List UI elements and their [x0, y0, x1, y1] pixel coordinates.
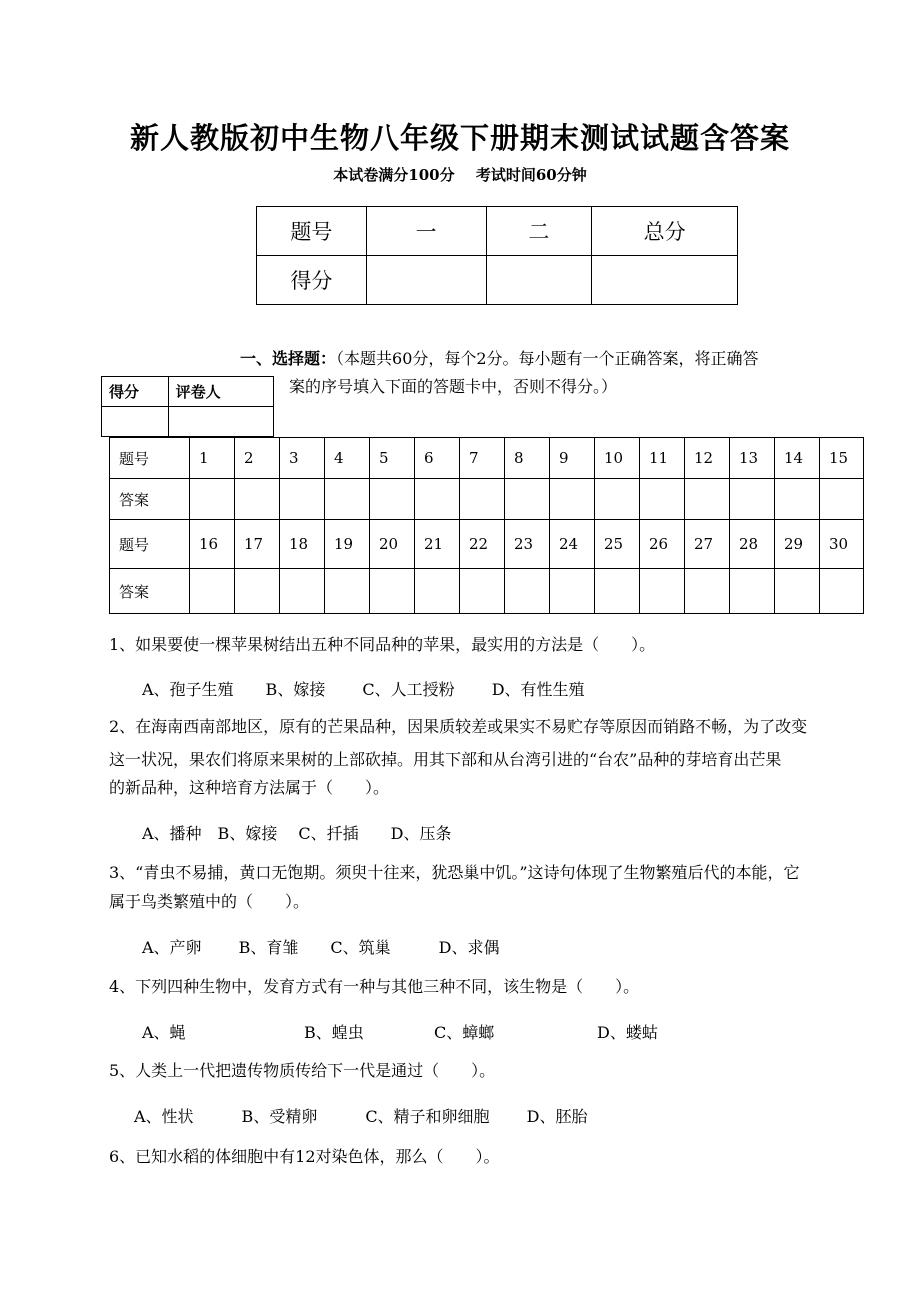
question-number: 30 [820, 520, 864, 569]
question-4-option-b: B、蝗虫 [304, 1023, 364, 1042]
answer-cell[interactable] [640, 569, 685, 614]
answer-cell[interactable] [235, 479, 280, 520]
answer-cell[interactable] [775, 569, 820, 614]
answer-cell[interactable] [505, 479, 550, 520]
score-row-label: 得分 [257, 256, 367, 305]
question-number: 11 [640, 438, 685, 479]
answer-cell[interactable] [550, 569, 595, 614]
num-label-cell: 题号 [110, 520, 190, 569]
answer-cell[interactable] [595, 569, 640, 614]
score-header-cell: 题号 [257, 207, 367, 256]
question-5-stem: 5、人类上一代把遗传物质传给下一代是通过（ ）。 [109, 1061, 496, 1080]
answer-cell[interactable] [595, 479, 640, 520]
num-label-cell: 题号 [110, 438, 190, 479]
answer-cell[interactable] [280, 479, 325, 520]
question-number: 4 [325, 438, 370, 479]
question-4-option-c: C、蟑螂 [434, 1023, 495, 1042]
question-number: 24 [550, 520, 595, 569]
question-number: 20 [370, 520, 415, 569]
question-number: 6 [415, 438, 460, 479]
answer-cell[interactable] [820, 479, 864, 520]
score-header-cell: 总分 [592, 207, 738, 256]
answer-number-row [110, 520, 864, 569]
question-2-line2: 这一状况，果农们将原来果树的上部砍掉。用其下部和从台湾引进的“台农”品种的芽培育出芒果 [109, 750, 782, 769]
question-number: 21 [415, 520, 460, 569]
answer-cell[interactable] [415, 569, 460, 614]
question-3-options: A、产卵 B、育雏 C、筑巢 D、求偶 [142, 938, 500, 957]
answer-cell[interactable] [550, 479, 595, 520]
question-number: 22 [460, 520, 505, 569]
ans-label-cell: 答案 [110, 569, 190, 614]
answer-cell[interactable] [775, 479, 820, 520]
answer-cell[interactable] [325, 479, 370, 520]
question-number: 8 [505, 438, 550, 479]
answer-cell[interactable] [460, 569, 505, 614]
question-number: 10 [595, 438, 640, 479]
question-number: 14 [775, 438, 820, 479]
score-cell[interactable] [366, 256, 486, 305]
question-number: 19 [325, 520, 370, 569]
section1-instruction-line2: 案的序号填入下面的答题卡中，否则不得分。） [289, 377, 618, 396]
answer-cell[interactable] [235, 569, 280, 614]
question-number: 5 [370, 438, 415, 479]
score-cell[interactable] [592, 256, 738, 305]
question-number: 15 [820, 438, 864, 479]
question-number: 26 [640, 520, 685, 569]
question-4-stem: 4、下列四种生物中，发育方式有一种与其他三种不同，该生物是（ ）。 [109, 977, 640, 996]
section1-heading: 一、选择题： [240, 349, 337, 368]
question-2-line3: 的新品种，这种培育方法属于（ ）。 [109, 778, 390, 797]
score-cell[interactable] [486, 256, 592, 305]
answer-number-row [110, 438, 864, 479]
question-2-options: A、播种 B、嫁接 C、扦插 D、压条 [142, 824, 452, 843]
answer-cell[interactable] [685, 479, 730, 520]
question-number: 12 [685, 438, 730, 479]
answer-cell[interactable] [460, 479, 505, 520]
question-number: 13 [730, 438, 775, 479]
question-number: 27 [685, 520, 730, 569]
score-header-cell: 二 [486, 207, 592, 256]
answer-cell[interactable] [370, 569, 415, 614]
answer-cell[interactable] [190, 569, 235, 614]
grader-score-label: 得分 [102, 377, 169, 407]
answer-fill-row [110, 569, 864, 614]
question-1-stem: 1、如果要使一棵苹果树结出五种不同品种的苹果，最实用的方法是（ ）。 [109, 635, 656, 654]
full-score-text: 本试卷满分100分 [333, 166, 455, 184]
question-number: 29 [775, 520, 820, 569]
answer-cell[interactable] [730, 569, 775, 614]
grader-table [101, 376, 274, 437]
grader-name-cell[interactable] [168, 407, 273, 437]
question-2-line1: 2、在海南西南部地区，原有的芒果品种，因果质较差或果实不易贮存等原因而销路不畅，为了改变 [109, 717, 808, 736]
score-summary-table [256, 206, 738, 305]
answer-cell[interactable] [415, 479, 460, 520]
answer-cell[interactable] [370, 479, 415, 520]
question-4-option-d: D、蝼蛄 [597, 1023, 658, 1042]
answer-cell[interactable] [280, 569, 325, 614]
answer-cell[interactable] [325, 569, 370, 614]
section1-instruction [240, 344, 840, 374]
question-number: 3 [280, 438, 325, 479]
question-4-option-a: A、蝇 [142, 1023, 186, 1042]
answer-cell[interactable] [505, 569, 550, 614]
answer-cell[interactable] [685, 569, 730, 614]
grader-score-cell[interactable] [102, 407, 169, 437]
score-header-cell: 一 [366, 207, 486, 256]
question-number: 9 [550, 438, 595, 479]
question-3-line2: 属于鸟类繁殖中的（ ）。 [109, 892, 310, 911]
question-6-stem: 6、已知水稻的体细胞中有12对染色体，那么（ ）。 [109, 1147, 500, 1166]
question-number: 17 [235, 520, 280, 569]
answer-cell[interactable] [190, 479, 235, 520]
page-title: 新人教版初中生物八年级下册期末测试试题含答案 [129, 121, 790, 155]
question-number: 7 [460, 438, 505, 479]
answer-cell[interactable] [640, 479, 685, 520]
answer-card-table [109, 437, 864, 614]
question-1-options: A、孢子生殖 B、嫁接 C、人工授粉 D、有性生殖 [142, 680, 585, 699]
question-number: 28 [730, 520, 775, 569]
question-number: 16 [190, 520, 235, 569]
grader-name-label: 评卷人 [168, 377, 273, 407]
section1-instruction-line1: （本题共60分，每个2分。每小题有一个正确答案，将正确答 [336, 349, 759, 368]
ans-label-cell: 答案 [110, 479, 190, 520]
question-number: 2 [235, 438, 280, 479]
question-number: 25 [595, 520, 640, 569]
exam-time-text: 考试时间60分钟 [475, 166, 587, 184]
question-3-line1: 3、“青虫不易捕，黄口无饱期。须臾十往来，犹恐巢中饥。”这诗句体现了生物繁殖后代的本能，它 [109, 863, 800, 882]
answer-cell[interactable] [730, 479, 775, 520]
question-number: 18 [280, 520, 325, 569]
exam-info [0, 164, 920, 185]
answer-fill-row [110, 479, 864, 520]
answer-cell[interactable] [820, 569, 864, 614]
question-5-options: A、性状 B、受精卵 C、精子和卵细胞 D、胚胎 [134, 1107, 588, 1126]
question-number: 23 [505, 520, 550, 569]
question-number: 1 [190, 438, 235, 479]
